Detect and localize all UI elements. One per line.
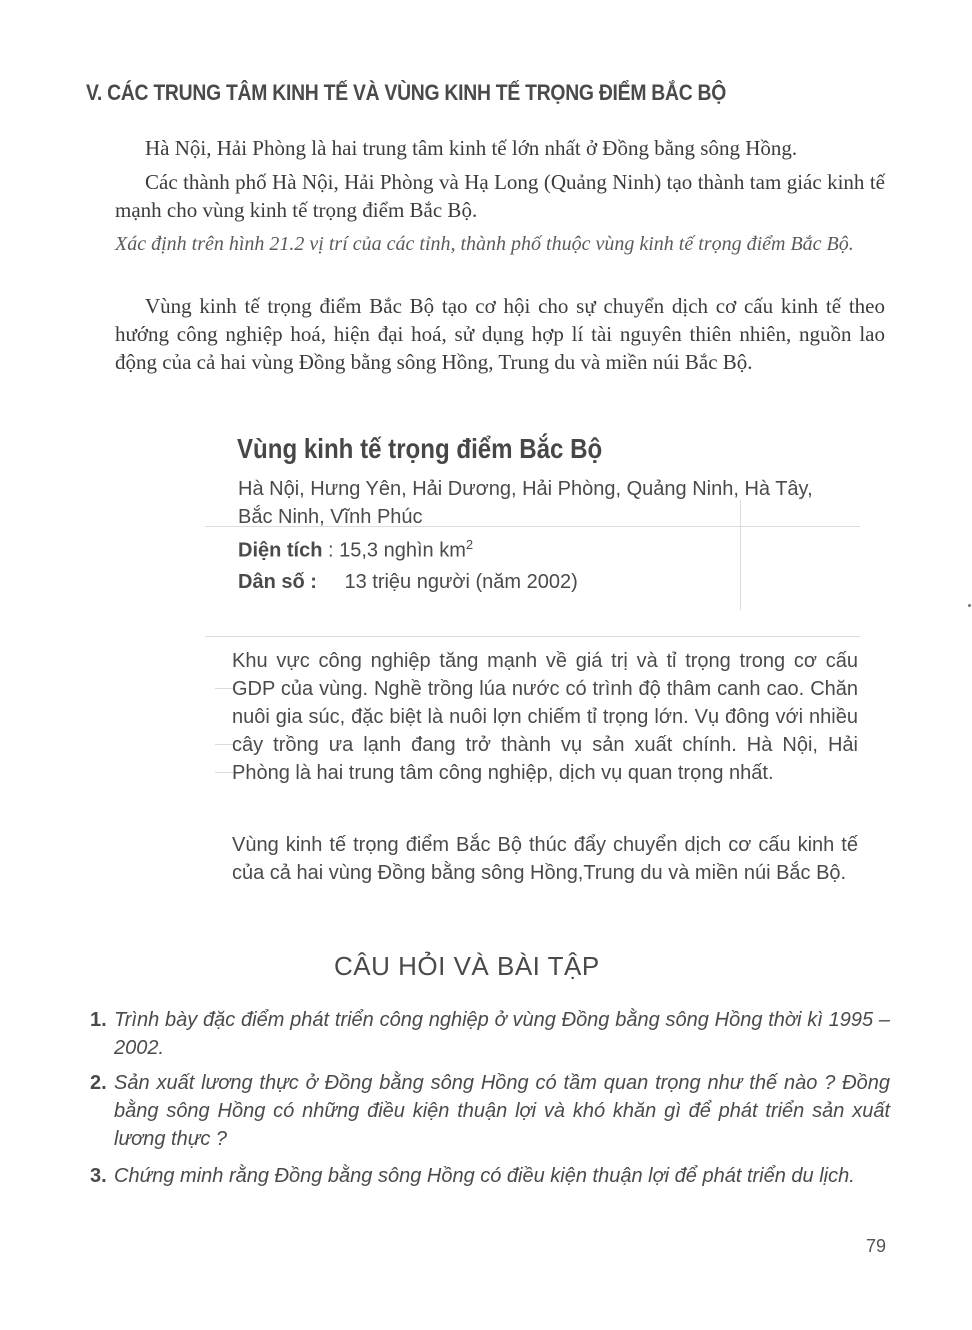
question-number: 1. <box>90 1009 107 1031</box>
area-value: : 15,3 nghìn km <box>328 539 466 562</box>
population-value: 13 triệu người (năm 2002) <box>344 571 578 593</box>
question-text: Chứng minh rằng Đồng bằng sông Hồng có điều kiện thuận lợi để phát triển du lịch. <box>114 1165 855 1187</box>
infobox-provinces: Hà Nội, Hưng Yên, Hải Dương, Hải Phòng, Quảng Ninh, Hà Tây, Bắc Ninh, Vĩnh Phúc <box>238 478 813 528</box>
paragraph-key-region-role: Vùng kinh tế trọng điểm Bắc Bộ tạo cơ hội cho sự chuyển dịch cơ cấu kinh tế theo hướng công nghiệp hoá, hiện đại hoá, sử dụng hợp lí tài nguyên thiên nhiên, nguồn lao động của cả hai vùng Đồng bằng sông Hồng, Trung du và miền núi Bắc Bộ. <box>115 294 885 374</box>
question-text: Sản xuất lương thực ở Đồng bằng sông Hồng có tầm quan trọng như thế nào ? Đồng bằng sông Hồng có những điều kiện thuận lợi và khó khăn gì để phát triển sản xuất lương thực ? <box>114 1072 890 1150</box>
question-number: 3. <box>90 1165 107 1187</box>
question-item <box>90 1162 890 1190</box>
paragraph-economic-centers: Hà Nội, Hải Phòng là hai trung tâm kinh tế lớn nhất ở Đồng bằng sông Hồng. <box>145 136 798 160</box>
page-number: 79 <box>866 1236 887 1256</box>
summary-paragraph-1: Khu vực công nghiệp tăng mạnh về giá trị và tỉ trọng trong cơ cấu GDP của vùng. Nghề trồng lúa nước có trình độ thâm canh cao. Chăn nuôi gia súc, đặc biệt là nuôi lợn chiếm tỉ trọng lớn. Vụ đông với nhiều cây trồng ưa lạnh đang trở thành vụ sản xuất chính. Hà Nội, Hải Phòng là hai trung tâm công nghiệp, dịch vụ quan trọng nhất. <box>232 650 858 784</box>
infobox-area <box>238 537 473 563</box>
paragraph-map-task: Xác định trên hình 21.2 vị trí của các tỉnh, thành phố thuộc vùng kinh tế trọng điểm Bắc Bộ. <box>115 233 854 255</box>
population-label: Dân số : <box>238 571 317 593</box>
infobox-population <box>238 571 578 594</box>
infobox-title: Vùng kinh tế trọng điểm Bắc Bộ <box>237 433 603 464</box>
area-unit-exponent: 2 <box>465 537 474 552</box>
section-heading: V. CÁC TRUNG TÂM KINH TẾ VÀ VÙNG KINH TẾ TRỌNG ĐIỂM BẮC BỘ <box>86 80 727 105</box>
summary-paragraph-2: Vùng kinh tế trọng điểm Bắc Bộ thúc đẩy chuyển dịch cơ cấu kinh tế của cả hai vùng Đồng bằng sông Hồng,Trung du và miền núi Bắc Bộ. <box>232 834 858 884</box>
area-label: Diện tích <box>238 539 323 562</box>
question-item <box>90 1006 890 1062</box>
paragraph-economic-triangle: Các thành phố Hà Nội, Hải Phòng và Hạ Long (Quảng Ninh) tạo thành tam giác kinh tế mạnh cho vùng kinh tế trọng điểm Bắc Bộ. <box>115 170 885 222</box>
exercises-title: CÂU HỎI VÀ BÀI TẬP <box>334 951 600 981</box>
question-text: Trình bày đặc điểm phát triển công nghiệp ở vùng Đồng bằng sông Hồng thời kì 1995 – 2002. <box>114 1009 890 1059</box>
question-item <box>90 1069 890 1153</box>
question-number: 2. <box>90 1072 107 1094</box>
scan-speck <box>968 604 971 607</box>
